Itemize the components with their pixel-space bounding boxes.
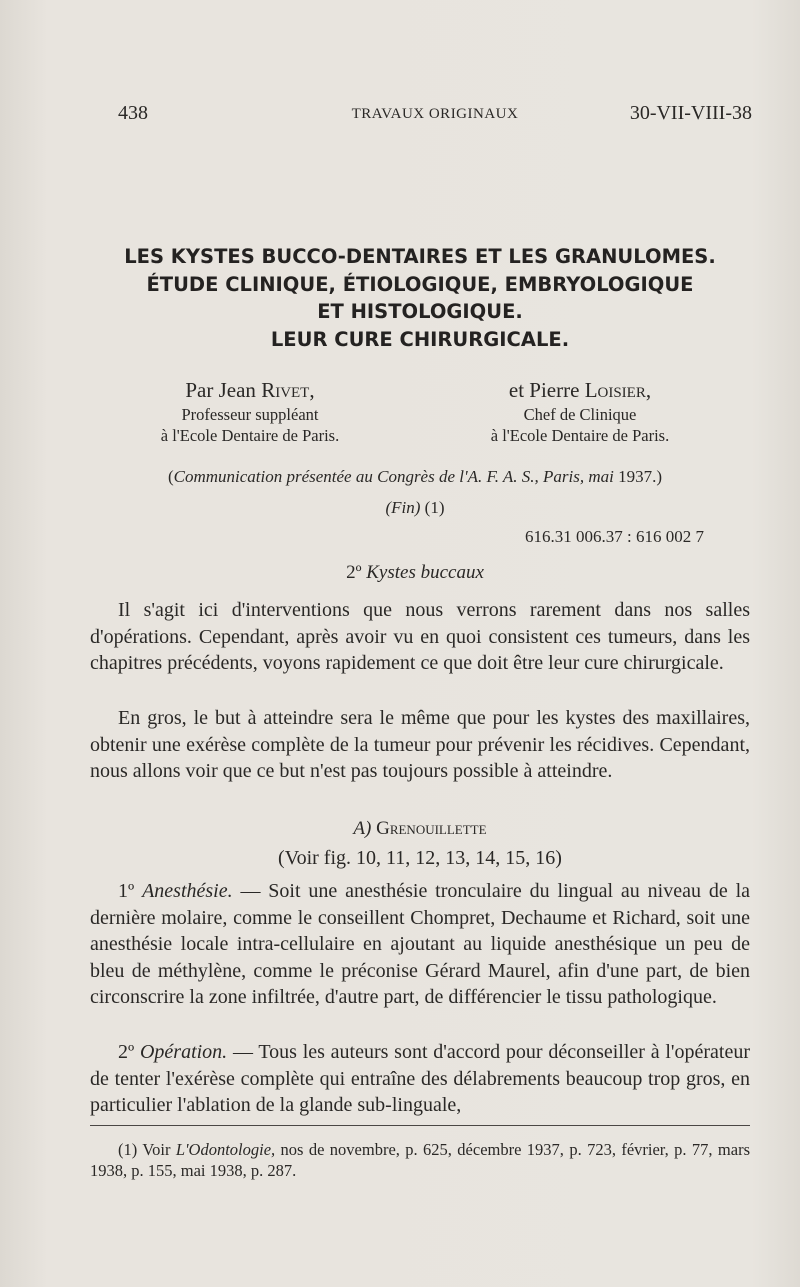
paragraph-2: En gros, le but à atteindre sera le même que pour les kystes des maxillaires, obtenir une exérèse complète de la tumeur pour prévenir les récidives. Cependant, nous allons voir que ce but n'est pas toujours possible à atteindre.	[90, 707, 750, 782]
item-text: — Tous les auteurs sont d'accord pour déconseiller à l'opérateur de tenter l'exérèse complète qui entraîne des délabrements beaucoup trop gros, en particulier l'ablation de la glande sub-linguale,	[90, 1041, 751, 1116]
item-number: 1º	[118, 880, 135, 902]
footnote	[90, 1139, 750, 1181]
running-title: TRAVAUX ORIGINAUX	[351, 106, 519, 122]
item-label: Opération.	[139, 1041, 228, 1063]
title-line-2: ÉTUDE CLINIQUE, ÉTIOLOGIQUE, EMBRYOLOGIQUE	[146, 272, 694, 296]
subsection-heading	[90, 818, 750, 840]
author-institution: à l'Ecole Dentaire de Paris.	[490, 426, 670, 445]
page-number: 438	[118, 102, 148, 124]
author-first-name: et Pierre	[508, 378, 585, 402]
classification-code: 616.31 006.37 : 616 002 7	[525, 527, 704, 546]
title-line-3: ET HISTOLOGIQUE.	[317, 300, 523, 323]
figure-reference: (Voir fig. 10, 11, 12, 13, 14, 15, 16)	[278, 847, 562, 869]
item-number: 2º	[118, 1041, 135, 1063]
footnote-ref: (1)	[424, 498, 445, 517]
author-block	[100, 376, 730, 448]
paren-close: )	[656, 467, 663, 486]
author-institution: à l'Ecole Dentaire de Paris.	[160, 426, 340, 445]
article-title	[80, 243, 760, 353]
issue-date: 30-VII-VIII-38	[629, 102, 752, 124]
footnote-divider	[90, 1125, 750, 1126]
footnote-journal: L'Odontologie,	[175, 1140, 276, 1159]
author-surname: Rivet,	[261, 378, 315, 402]
author-name	[430, 376, 730, 404]
author-surname: Loisier,	[584, 378, 652, 402]
communication-text: Communication présentée au Congrès de l'A. F. A. S., Paris, mai	[173, 467, 619, 486]
fin-note	[100, 498, 730, 518]
title-line-4: LEUR CURE CHIRURGICALE.	[270, 327, 570, 351]
section-number: 2º	[346, 562, 362, 583]
paren-open: (	[167, 467, 174, 486]
paragraph-operation	[90, 1039, 750, 1119]
author-role: Chef de Clinique	[523, 405, 637, 424]
footnote-text: nos de novembre, p. 625, décembre 1937, p. 723, février, p. 77, mars 1938, p. 155, mai 1938, p. 287.	[90, 1140, 750, 1180]
author-first-name: Par Jean	[185, 378, 262, 402]
communication-note	[100, 467, 730, 487]
running-header	[118, 102, 752, 130]
fin-label: (Fin)	[385, 498, 421, 517]
section-title: Kystes buccaux	[366, 562, 484, 583]
section-heading	[100, 562, 730, 584]
item-label: Anesthésie.	[142, 880, 233, 902]
paragraph-1: Il s'agit ici d'interventions que nous verrons rarement dans nos salles d'opérations. Cependant, après avoir vu en quoi consistent ces tumeurs, dans les chapitres précédents, voyons rapidement ce que doit être leur cure chirurgicale.	[90, 599, 750, 674]
author-loisier	[430, 376, 730, 446]
paragraph-anesthesia	[90, 878, 750, 1011]
subsection-letter: A)	[353, 818, 372, 839]
communication-year: 1937.	[618, 467, 657, 486]
author-role: Professeur suppléant	[181, 405, 319, 424]
item-text: — Soit une anesthésie tronculaire du lingual au niveau de la dernière molaire, comme le conseillent Chompret, Dechaume et Richard, soit une anesthésie locale intra-cellulaire en ajoutant au liquide anesthésique un peu de bleu de méthylène, comme le préconise Gérard Maurel, afin d'une part, de bien circonscrire la zone infiltrée, d'autre part, de différencier le tissu pathologique.	[90, 880, 750, 1008]
subsection-title: Grenouillette	[376, 818, 487, 839]
author-name	[100, 376, 400, 404]
title-line-1: LES KYSTES BUCCO-DENTAIRES ET LES GRANULOMES.	[124, 245, 716, 268]
footnote-ref: (1) Voir	[118, 1140, 176, 1159]
author-rivet	[100, 376, 400, 446]
